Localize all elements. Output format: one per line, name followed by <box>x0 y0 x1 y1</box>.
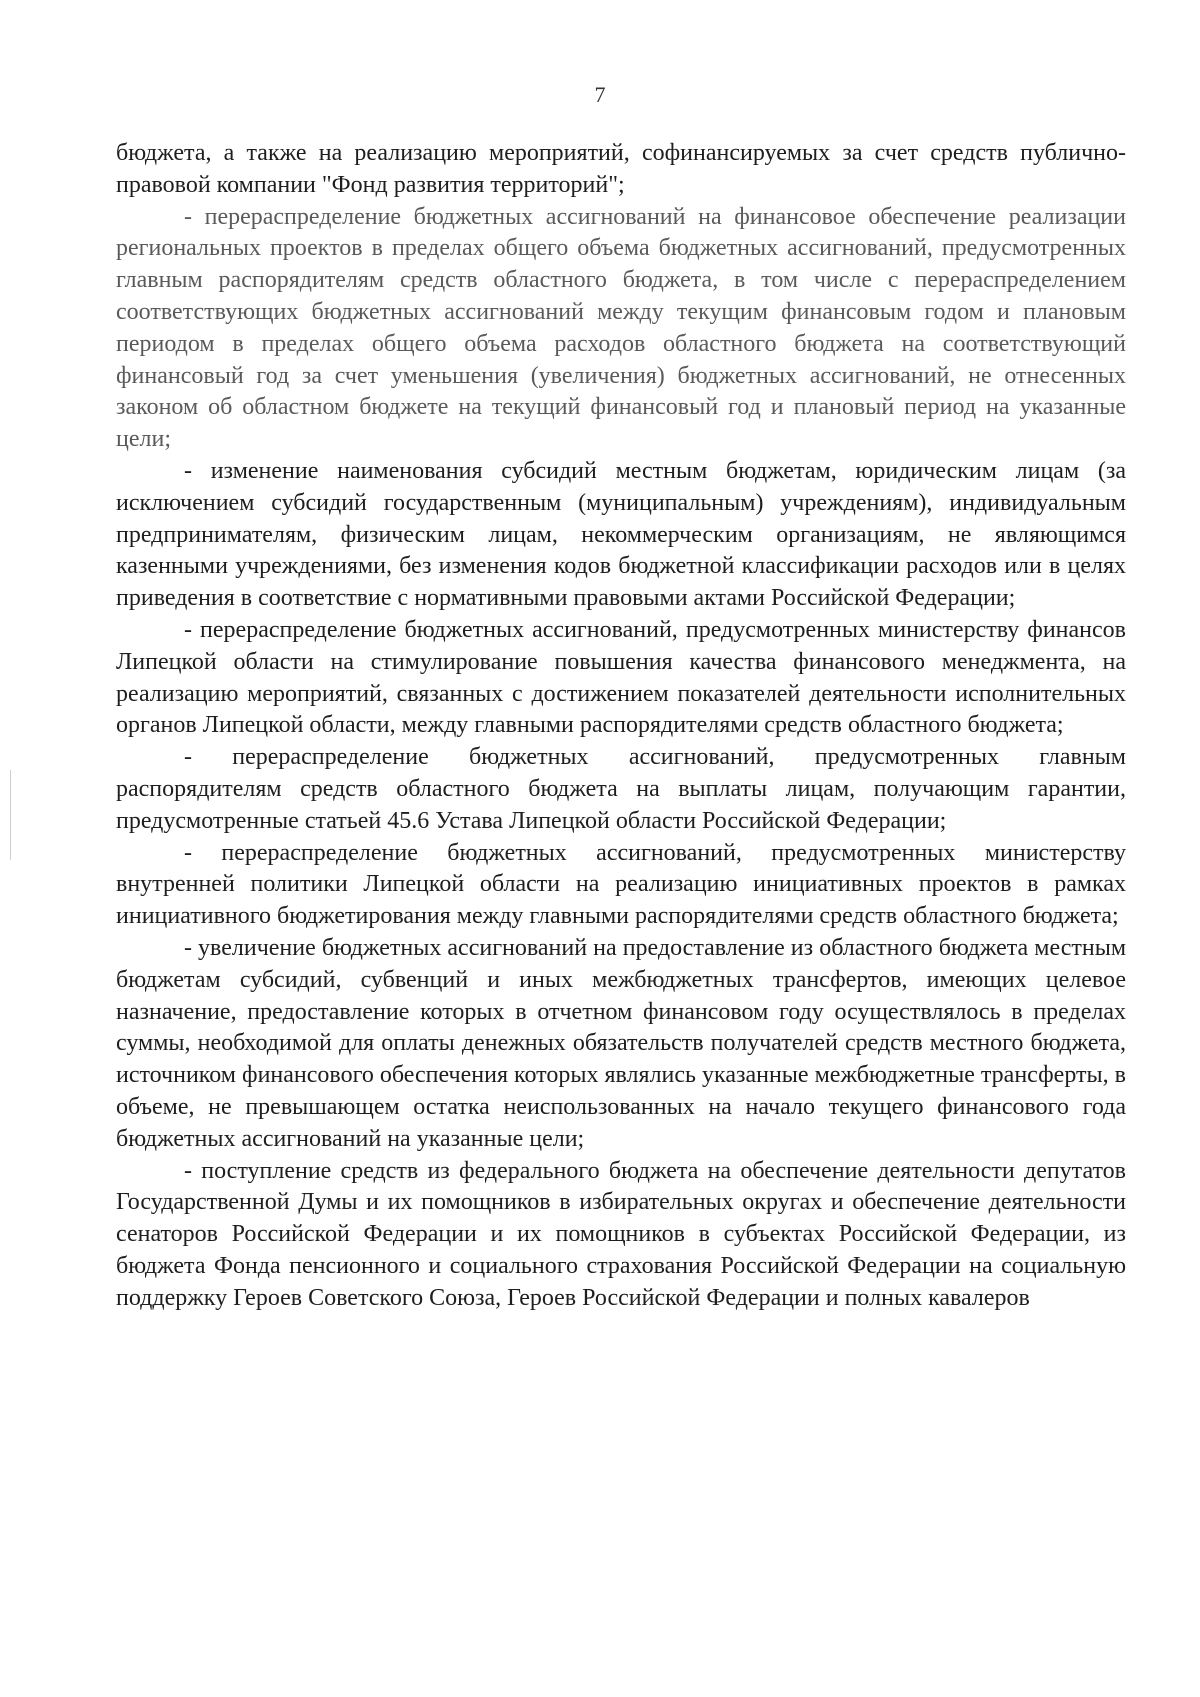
document-body <box>116 138 1126 1314</box>
paragraph-interbudget-transfers: - увеличение бюджетных ассигнований на предоставление из областного бюджета местным бюджетам субсидий, субвенций и иных межбюджетных трансфертов, имеющих целевое назначение, предоставление которых в отчетном финансовом году осуществлялось в пределах суммы, необходимой для оплаты денежных обязательств получателей средств местного бюджета, источником финансового обеспечения которых являлись указанные межбюджетные трансферты, в объеме, не превышающем остатка неиспользованных на начало текущего финансового года бюджетных ассигнований на указанные цели; <box>116 934 1126 1152</box>
paragraph-initiative-projects: - перераспределение бюджетных ассигнований, предусмотренных министерству внутренней политики Липецкой области на реализацию инициативных проектов в рамках инициативного бюджетирования между главными распорядителями средств областного бюджета; <box>116 839 1126 930</box>
scan-edge-mark <box>10 770 11 860</box>
paragraph-continuation: бюджета, а также на реализацию мероприятий, софинансируемых за счет средств публично-правовой компании "Фонд развития территорий"; <box>116 140 1126 198</box>
page-number: 7 <box>594 82 606 107</box>
paragraph-federal-funds: - поступление средств из федерального бюджета на обеспечение деятельности депутатов Государственной Думы и их помощников в избирательных округах и обеспечение деятельности сенаторов Российской Федерации и их помощников в субъектах Российской Федерации, из бюджета Фонда пенсионного и социального страхования Российской Федерации на социальную поддержку Героев Советского Союза, Героев Российской Федерации и полных кавалеров <box>116 1157 1126 1311</box>
paragraph-financial-management: - перераспределение бюджетных ассигнований, предусмотренных министерству финансов Липецкой области на стимулирование повышения качества финансового менеджмента, на реализацию мероприятий, связанных с достижением показателей деятельности исполнительных органов Липецкой области, между главными распорядителями средств областного бюджета; <box>116 616 1126 739</box>
paragraph-subsidy-names: - изменение наименования субсидий местным бюджетам, юридическим лицам (за исключением субсидий государственным (муниципальным) учреждениям), индивидуальным предпринимателям, физическим лицам, некоммерческим организациям, не являющимся казенными учреждениями, без изменения кодов бюджетной классификации расходов или в целях приведения в соответствие с нормативными правовыми актами Российской Федерации; <box>116 457 1126 612</box>
paragraph-regional-projects: - перераспределение бюджетных ассигнований на финансовое обеспечение реализации региональных проектов в пределах общего объема бюджетных ассигнований, предусмотренных главным распорядителям средств областного бюджета, в том числе с перераспределением соответствующих бюджетных ассигнований между текущим финансовым годом и плановым периодом в пределах общего объема расходов областного бюджета на соответствующий финансовый год за счет уменьшения (увеличения) бюджетных ассигнований, не отнесенных законом об областном бюджете на текущий финансовый год и плановый период на указанные цели; <box>116 203 1126 453</box>
paragraph-charter-guarantees: - перераспределение бюджетных ассигнований, предусмотренных главным распорядителям средств областного бюджета на выплаты лицам, получающим гарантии, предусмотренные статьей 45.6 Устава Липецкой области Российской Федерации; <box>116 744 1126 834</box>
